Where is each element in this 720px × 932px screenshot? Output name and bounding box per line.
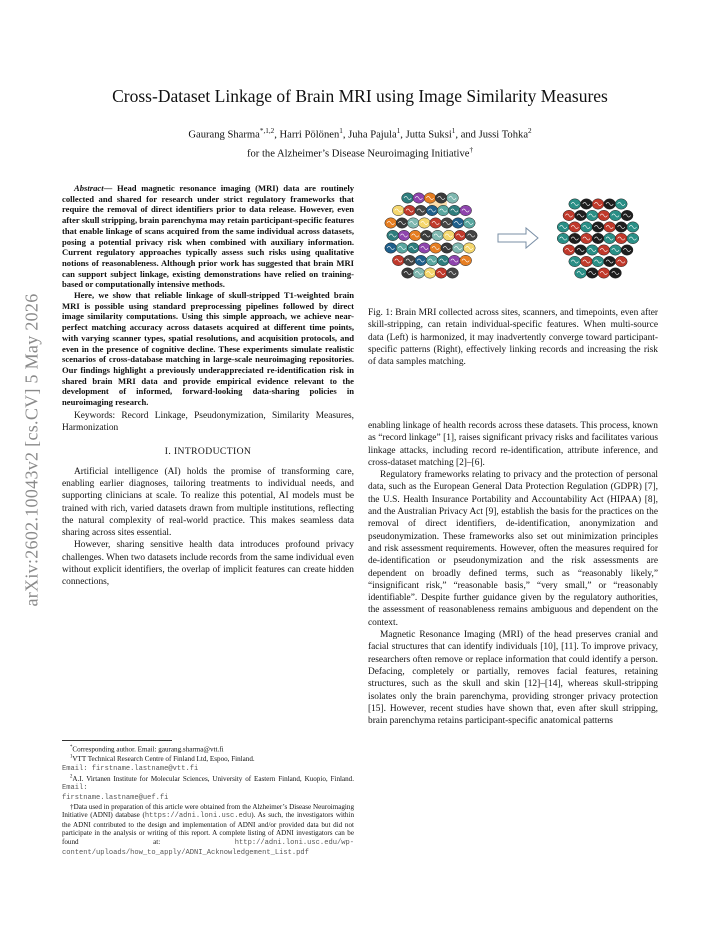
arxiv-identifier[interactable]: arXiv:2602.10043v2 [cs.CV] 5 May 2026 (21, 293, 42, 607)
figure-1 (368, 188, 658, 288)
abstract-text-1: — Head magnetic resonance imaging (MRI) data are routinely collected and shared for research under strict regulatory frameworks that require the removal of direct identifiers prior to data release. However, even after skull stripping, brain parenchyma may retain participant-specific features that enable linkage of scans acquired from the same individual across datasets, posing a potential privacy risk when combined with auxiliary information. Current regulatory approaches typically assess such risks using qualitative notions of reasonableness. Although prior work has suggested that brain MRI can support subject linkage, existing demonstrations have relied on training-based or computationally intensive methods. (62, 183, 354, 290)
right-paragraph-3: Magnetic Resonance Imaging (MRI) of the head preserves cranial and facial structures that can identify individuals [10], [11]. To improve privacy, researchers often remove or replace information that could identify a person. Defacing, completely or partially, removes facial features, retaining structures, such as the skull and skin [12]–[14], whereas skull-stripping isolates only the brain parenchyma, providing stronger privacy protection [15]. However, recent studies have shown that, even after skull stripping, brain parenchyma retains participant-specific anatomical patterns (368, 630, 658, 727)
right-paragraph-2: Regulatory frameworks relating to privacy and the protection of personal data, such as the European General Data Protection Regulation (GDPR) [7], the U.S. Health Insurance Portability and Accountability Act (HIPAA) [8], and the Australian Privacy Act [9], establish the basis for the practices on the removal of direct identifiers, de-identification, anonymization and pseudonymization. These frameworks also set out minimization principles and risk assessment requirements. However, often the measures required for de-identification or pseudonymization and the risk assessments are dependent on broadly defined terms, such as “reasonably likely,” “insignificant risk,” “reasonable basis,” “very small,” or “reasonably identifiable”. Despite further guidance given by the regulatory authorities, the assessment of reasonableness remains ambiguous and dependent on the context. (368, 470, 658, 628)
affiliation-1-email: Email: firstname.lastname@vtt.fi (62, 764, 199, 773)
abstract-paragraph-2: Here, we show that reliable linkage of skull-stripped T1-weighted brain MRI is possible using standard preprocessing pipelines followed by direct image similarity computations. Using this simple approach, we achieve near-perfect matching accuracy across datasets acquired at different time points, with varying scanner types, spatial resolutions, and acquisition protocols, and even in the presence of cognitive decline. These experiments simulate realistic scenarios of cross-database matching in large-scale neuroimaging repositories. Our findings highlight a previously underappreciated re-identification risk in shared brain MRI data and provide empirical evidence relevant to the development of informed, forward-looking data-sharing policies in neuroimaging research. (62, 290, 354, 408)
footnote-affiliation-2: $^2$A.I. Virtanen Institute for Molecular Sciences, University of Eastern Finland, Kuopio, Finland. Email: firstname.lastname@uef.fi (62, 774, 354, 803)
footnote-adni (62, 803, 354, 858)
author-block (60, 124, 660, 161)
footnote-corresponding: *Corresponding author. Email: gaurang.sharma@vtt.fi (70, 745, 224, 754)
harmonization-arrow-icon (498, 228, 538, 248)
keywords: Keywords: Record Linkage, Pseudonymization, Similarity Measures, Harmonization (62, 410, 354, 434)
left-column (62, 183, 354, 589)
affiliation-2-email-label: Email: (62, 784, 88, 793)
right-brain-cluster (557, 199, 639, 278)
abstract-label: Abstract (74, 183, 104, 193)
footnotes (62, 740, 354, 857)
figure-1-caption: Fig. 1: Brain MRI collected across sites, scanners, and timepoints, even after skill-stripping, can retain individual-specific features. When multi-source data (Left) is harmonized, it may inadvertently converge toward participant-specific patterns (Right), effectively linking records and increasing the risk of data samples matching. (368, 308, 658, 368)
intro-paragraph-2: However, sharing sensitive health data introduces profound privacy challenges. When two datasets include records from the same individual even without explicit identifiers, the overlap of implicit features can create hidden connections, (62, 540, 354, 588)
footnote-affiliation-1: $^1$VTT Technical Research Centre of Finland Ltd, Espoo, Finland. Email: firstname.lastname@vtt.fi (62, 754, 255, 773)
arxiv-stamp (2, 230, 62, 670)
consortium-line: for the Alzheimer’s Disease Neuroimaging Initiative† (246, 145, 474, 160)
right-paragraph-1: enabling linkage of health records across these datasets. This process, known as “record linkage” [1], raises significant privacy risks and facilitates various linkage attacks, including record re-identification, attribute inference, and cross-dataset matching [2]–[6]. (368, 421, 658, 468)
abstract-paragraph-1 (62, 183, 354, 290)
adni-note-part-1: †Data used in preparation of this article were obtained from the Alzheimer’s Disease Neuroimaging Initiative (ADNI) database ( (62, 802, 354, 820)
adni-url-link[interactable]: https://adni.loni.usc.edu (144, 812, 252, 821)
intro-paragraph-1: Artificial intelligence (AI) holds the promise of transforming care, enabling earlier diagnoses, tailoring treatments to individual needs, and supporting clinicians at scale. To realize this potential, AI models must be trained with rich, varied datasets drawn from multiple institutions, reflecting the natural complexity of real-world practice. This makes seamless data sharing across sites essential. (62, 466, 354, 539)
paper-title: Cross-Dataset Linkage of Brain MRI using Image Similarity Measures (112, 86, 608, 106)
figure-1-illustration (368, 188, 658, 288)
affiliation-2-email: firstname.lastname@uef.fi (62, 794, 169, 803)
section-heading-introduction: I. INTRODUCTION (164, 446, 252, 458)
adni-acknowledgement-link[interactable]: http://adni.loni.usc.edu/wp-content/uploads/how_to_apply/ADNI_Acknowledgement_List.pdf (62, 839, 354, 857)
right-column-body (368, 420, 658, 727)
arrow-shape (498, 228, 538, 248)
adni-note-part-2: ). As such, the investigators within the ADNI contributed to the design and implementation of ADNI and/or provided data but did not participate in the analysis or writing of this report. A complete listing of ADNI investigators can be found at: (62, 811, 354, 847)
left-brain-cluster (385, 193, 477, 278)
footnote-rule (62, 740, 172, 741)
author-list: Gaurang Sharma$^{*,1,2}$, Harri Pölönen$^1$, Juha Pajula$^1$, Jutta Suksi$^1$, and Jussi Tohka$^2$ (188, 127, 532, 141)
